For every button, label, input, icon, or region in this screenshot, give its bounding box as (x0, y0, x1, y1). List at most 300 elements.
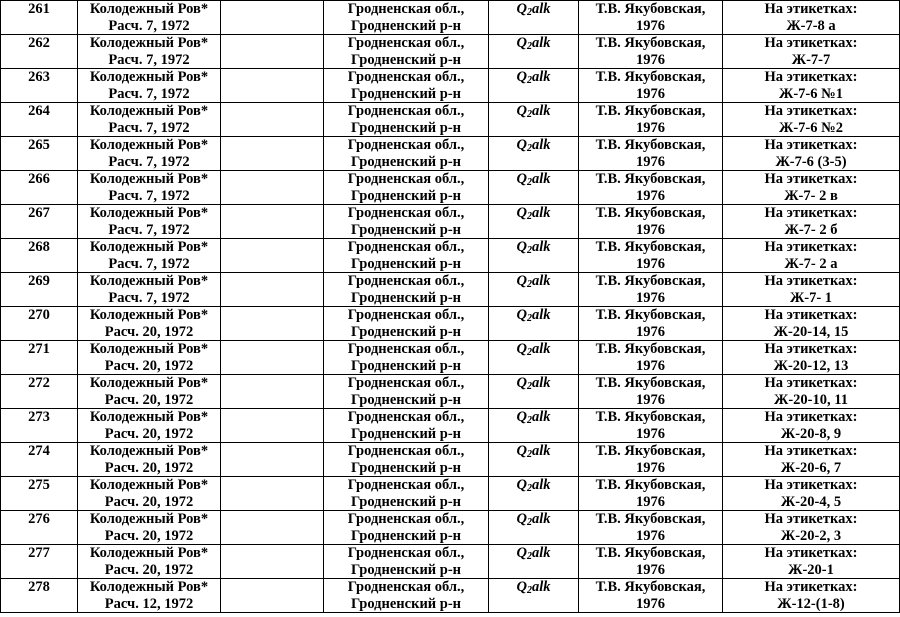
empty-cell (221, 69, 324, 103)
label-value: Ж-20-1 (788, 561, 834, 578)
stratigraphy-cell (489, 341, 579, 375)
collector-cell (579, 205, 723, 239)
stratigraphy-cell (489, 137, 579, 171)
stratigraphy-cell (489, 409, 579, 443)
section-ref: Расч. 7, 1972 (108, 119, 190, 136)
collector-name: Т.В. Якубовская, (595, 341, 706, 357)
label-value: Ж-20-2, 3 (780, 527, 842, 544)
locality-cell (78, 69, 221, 103)
label-cell (723, 1, 900, 35)
strat-main: Q (516, 409, 527, 425)
admin-region-cell (324, 1, 489, 35)
stratigraphy-cell (489, 511, 579, 545)
strat-main: Q (516, 545, 527, 561)
label-cell (723, 341, 900, 375)
admin-region-cell (324, 35, 489, 69)
catalog-number: 261 (28, 1, 50, 17)
section-ref: Расч. 20, 1972 (104, 459, 194, 476)
region-name: Гродненская обл., (347, 69, 465, 85)
catalog-number-cell (1, 69, 78, 103)
admin-region-cell (324, 579, 489, 613)
admin-region-cell (324, 307, 489, 341)
strat-main: Q (516, 205, 527, 221)
label-cell (723, 239, 900, 273)
label-cell (723, 307, 900, 341)
strat-sub: 2 (526, 483, 532, 494)
admin-region-cell (324, 443, 489, 477)
label-title: На этикетках: (764, 511, 858, 527)
locality-cell (78, 171, 221, 205)
label-cell (723, 103, 900, 137)
table-row (1, 273, 900, 307)
locality-name: Колодежный Ров* (89, 375, 209, 391)
collection-year: 1976 (636, 357, 665, 374)
admin-region-cell (324, 341, 489, 375)
strat-sub: 2 (526, 109, 532, 120)
table-row (1, 205, 900, 239)
catalog-number: 274 (28, 443, 50, 459)
label-cell (723, 579, 900, 613)
label-title: На этикетках: (764, 477, 858, 493)
admin-region-cell (324, 239, 489, 273)
strat-tail: alk (531, 1, 551, 17)
catalog-number-cell (1, 35, 78, 69)
label-value: Ж-20-14, 15 (773, 323, 849, 340)
locality-cell (78, 341, 221, 375)
locality-name: Колодежный Ров* (89, 35, 209, 51)
locality-cell (78, 545, 221, 579)
strat-tail: alk (531, 375, 551, 391)
region-name: Гродненская обл., (347, 273, 465, 289)
collector-name: Т.В. Якубовская, (595, 137, 706, 153)
table-row (1, 307, 900, 341)
collection-year: 1976 (636, 51, 665, 68)
collector-cell (579, 409, 723, 443)
section-ref: Расч. 20, 1972 (104, 561, 194, 578)
label-value: Ж-7- 1 (789, 289, 833, 306)
empty-cell (221, 579, 324, 613)
section-ref: Расч. 12, 1972 (104, 595, 194, 612)
locality-name: Колодежный Ров* (89, 103, 209, 119)
catalog-number: 263 (28, 69, 50, 85)
collection-year: 1976 (636, 255, 665, 272)
empty-cell (221, 545, 324, 579)
district-name: Гродненский р-н (350, 493, 462, 510)
strat-sub: 2 (526, 41, 532, 52)
district-name: Гродненский р-н (350, 357, 462, 374)
collector-name: Т.В. Якубовская, (595, 273, 706, 289)
district-name: Гродненский р-н (350, 17, 462, 34)
section-ref: Расч. 20, 1972 (104, 357, 194, 374)
strat-main: Q (516, 171, 527, 187)
collector-name: Т.В. Якубовская, (595, 579, 706, 595)
table-row (1, 69, 900, 103)
table-row (1, 545, 900, 579)
locality-cell (78, 443, 221, 477)
strat-tail: alk (531, 307, 551, 323)
table-row (1, 477, 900, 511)
locality-cell (78, 137, 221, 171)
strat-main: Q (516, 35, 527, 51)
section-ref: Расч. 20, 1972 (104, 527, 194, 544)
label-cell (723, 273, 900, 307)
catalog-number-cell (1, 409, 78, 443)
locality-name: Колодежный Ров* (89, 171, 209, 187)
collection-year: 1976 (636, 221, 665, 238)
admin-region-cell (324, 409, 489, 443)
table-row (1, 511, 900, 545)
district-name: Гродненский р-н (350, 425, 462, 442)
locality-name: Колодежный Ров* (89, 341, 209, 357)
catalog-number: 264 (28, 103, 50, 119)
label-title: На этикетках: (764, 137, 858, 153)
empty-cell (221, 35, 324, 69)
collector-cell (579, 341, 723, 375)
collector-cell (579, 579, 723, 613)
strat-sub: 2 (526, 245, 532, 256)
locality-cell (78, 273, 221, 307)
label-title: На этикетках: (764, 545, 858, 561)
label-cell (723, 137, 900, 171)
label-title: На этикетках: (764, 35, 858, 51)
strat-sub: 2 (526, 279, 532, 290)
label-cell (723, 375, 900, 409)
region-name: Гродненская обл., (347, 341, 465, 357)
label-cell (723, 35, 900, 69)
locality-cell (78, 205, 221, 239)
locality-name: Колодежный Ров* (89, 273, 209, 289)
admin-region-cell (324, 477, 489, 511)
empty-cell (221, 1, 324, 35)
label-value: Ж-7-6 (3-5) (775, 153, 847, 170)
stratigraphy-cell (489, 1, 579, 35)
stratigraphy-cell (489, 273, 579, 307)
locality-name: Колодежный Ров* (89, 205, 209, 221)
catalog-rows (1, 1, 900, 613)
strat-main: Q (516, 307, 527, 323)
district-name: Гродненский р-н (350, 561, 462, 578)
catalog-number: 272 (28, 375, 50, 391)
strat-tail: alk (531, 171, 551, 187)
collector-name: Т.В. Якубовская, (595, 443, 706, 459)
region-name: Гродненская обл., (347, 239, 465, 255)
collector-cell (579, 35, 723, 69)
label-value: Ж-7- 2 а (784, 255, 838, 272)
label-title: На этикетках: (764, 205, 858, 221)
district-name: Гродненский р-н (350, 391, 462, 408)
catalog-number: 268 (28, 239, 50, 255)
catalog-number-cell (1, 477, 78, 511)
section-ref: Расч. 7, 1972 (108, 255, 190, 272)
strat-tail: alk (531, 35, 551, 51)
stratigraphy-cell (489, 307, 579, 341)
collector-cell (579, 307, 723, 341)
label-value: Ж-20-12, 13 (773, 357, 849, 374)
empty-cell (221, 239, 324, 273)
collector-name: Т.В. Якубовская, (595, 205, 706, 221)
strat-sub: 2 (526, 585, 532, 596)
collector-cell (579, 545, 723, 579)
catalog-number: 275 (28, 477, 50, 493)
label-value: Ж-7-8 а (786, 17, 836, 34)
stratigraphy-cell (489, 545, 579, 579)
section-ref: Расч. 7, 1972 (108, 187, 190, 204)
district-name: Гродненский р-н (350, 153, 462, 170)
collector-name: Т.В. Якубовская, (595, 375, 706, 391)
strat-sub: 2 (526, 313, 532, 324)
collector-name: Т.В. Якубовская, (595, 103, 706, 119)
collector-cell (579, 511, 723, 545)
strat-sub: 2 (526, 449, 532, 460)
strat-main: Q (516, 511, 527, 527)
catalog-number: 270 (28, 307, 50, 323)
stratigraphy-cell (489, 69, 579, 103)
collector-cell (579, 375, 723, 409)
label-cell (723, 511, 900, 545)
empty-cell (221, 171, 324, 205)
locality-cell (78, 511, 221, 545)
strat-tail: alk (531, 273, 551, 289)
collection-year: 1976 (636, 289, 665, 306)
section-ref: Расч. 20, 1972 (104, 323, 194, 340)
stratigraphy-cell (489, 579, 579, 613)
table-row (1, 443, 900, 477)
locality-cell (78, 1, 221, 35)
district-name: Гродненский р-н (350, 221, 462, 238)
strat-tail: alk (531, 205, 551, 221)
district-name: Гродненский р-н (350, 289, 462, 306)
locality-name: Колодежный Ров* (89, 477, 209, 493)
admin-region-cell (324, 545, 489, 579)
table-row (1, 375, 900, 409)
collector-cell (579, 103, 723, 137)
catalog-number-cell (1, 341, 78, 375)
table-row (1, 341, 900, 375)
stratigraphy-cell (489, 375, 579, 409)
label-value: Ж-7-6 №1 (779, 85, 843, 102)
label-cell (723, 171, 900, 205)
empty-cell (221, 341, 324, 375)
stratigraphy-cell (489, 205, 579, 239)
catalog-number: 267 (28, 205, 50, 221)
collector-name: Т.В. Якубовская, (595, 35, 706, 51)
strat-main: Q (516, 579, 527, 595)
collector-name: Т.В. Якубовская, (595, 307, 706, 323)
label-value: Ж-7-6 №2 (779, 119, 843, 136)
catalog-number-cell (1, 205, 78, 239)
strat-main: Q (516, 341, 527, 357)
collector-name: Т.В. Якубовская, (595, 239, 706, 255)
empty-cell (221, 137, 324, 171)
region-name: Гродненская обл., (347, 103, 465, 119)
catalog-number: 265 (28, 137, 50, 153)
empty-cell (221, 443, 324, 477)
catalog-number: 262 (28, 35, 50, 51)
collection-year: 1976 (636, 527, 665, 544)
catalog-number-cell (1, 239, 78, 273)
label-title: На этикетках: (764, 103, 858, 119)
locality-name: Колодежный Ров* (89, 137, 209, 153)
strat-sub: 2 (526, 143, 532, 154)
catalog-number: 266 (28, 171, 50, 187)
label-value: Ж-7-7 (791, 51, 831, 68)
collection-year: 1976 (636, 153, 665, 170)
collector-cell (579, 273, 723, 307)
catalog-number-cell (1, 103, 78, 137)
collection-year: 1976 (636, 323, 665, 340)
strat-sub: 2 (526, 415, 532, 426)
table-row (1, 137, 900, 171)
section-ref: Расч. 7, 1972 (108, 153, 190, 170)
catalog-number-cell (1, 375, 78, 409)
table-row (1, 103, 900, 137)
strat-main: Q (516, 1, 527, 17)
strat-main: Q (516, 239, 527, 255)
strat-main: Q (516, 69, 527, 85)
collector-name: Т.В. Якубовская, (595, 477, 706, 493)
locality-name: Колодежный Ров* (89, 409, 209, 425)
strat-tail: alk (531, 239, 551, 255)
district-name: Гродненский р-н (350, 51, 462, 68)
locality-cell (78, 477, 221, 511)
strat-tail: alk (531, 545, 551, 561)
strat-tail: alk (531, 103, 551, 119)
collection-year: 1976 (636, 85, 665, 102)
locality-name: Колодежный Ров* (89, 545, 209, 561)
region-name: Гродненская обл., (347, 171, 465, 187)
strat-tail: alk (531, 443, 551, 459)
district-name: Гродненский р-н (350, 255, 462, 272)
admin-region-cell (324, 69, 489, 103)
district-name: Гродненский р-н (350, 595, 462, 612)
admin-region-cell (324, 375, 489, 409)
label-value: Ж-20-10, 11 (774, 391, 848, 408)
admin-region-cell (324, 171, 489, 205)
region-name: Гродненская обл., (347, 307, 465, 323)
strat-main: Q (516, 273, 527, 289)
district-name: Гродненский р-н (350, 119, 462, 136)
locality-cell (78, 103, 221, 137)
district-name: Гродненский р-н (350, 85, 462, 102)
label-title: На этикетках: (764, 341, 858, 357)
collector-cell (579, 1, 723, 35)
table-row (1, 35, 900, 69)
label-value: Ж-12-(1-8) (777, 595, 845, 612)
empty-cell (221, 477, 324, 511)
section-ref: Расч. 20, 1972 (104, 493, 194, 510)
collector-cell (579, 239, 723, 273)
label-value: Ж-7- 2 в (784, 187, 838, 204)
collector-name: Т.В. Якубовская, (595, 545, 706, 561)
locality-name: Колодежный Ров* (89, 511, 209, 527)
label-value: Ж-7- 2 б (784, 221, 838, 238)
section-ref: Расч. 7, 1972 (108, 289, 190, 306)
stratigraphy-cell (489, 477, 579, 511)
region-name: Гродненская обл., (347, 443, 465, 459)
district-name: Гродненский р-н (350, 323, 462, 340)
collection-year: 1976 (636, 595, 665, 612)
locality-cell (78, 307, 221, 341)
locality-cell (78, 579, 221, 613)
catalog-number-cell (1, 579, 78, 613)
label-title: На этикетках: (764, 239, 858, 255)
region-name: Гродненская обл., (347, 477, 465, 493)
strat-main: Q (516, 477, 527, 493)
strat-tail: alk (531, 69, 551, 85)
strat-tail: alk (531, 137, 551, 153)
collector-cell (579, 69, 723, 103)
collector-name: Т.В. Якубовская, (595, 409, 706, 425)
label-title: На этикетках: (764, 443, 858, 459)
section-ref: Расч. 20, 1972 (104, 425, 194, 442)
strat-main: Q (516, 137, 527, 153)
collector-cell (579, 171, 723, 205)
collector-cell (579, 477, 723, 511)
collection-year: 1976 (636, 425, 665, 442)
section-ref: Расч. 7, 1972 (108, 221, 190, 238)
collector-name: Т.В. Якубовская, (595, 69, 706, 85)
catalog-number: 271 (28, 341, 50, 357)
catalog-number: 273 (28, 409, 50, 425)
catalog-number-cell (1, 443, 78, 477)
collector-name: Т.В. Якубовская, (595, 1, 706, 17)
strat-main: Q (516, 103, 527, 119)
catalog-number-cell (1, 511, 78, 545)
locality-cell (78, 35, 221, 69)
label-value: Ж-20-6, 7 (780, 459, 842, 476)
label-cell (723, 205, 900, 239)
locality-name: Колодежный Ров* (89, 1, 209, 17)
label-title: На этикетках: (764, 69, 858, 85)
locality-name: Колодежный Ров* (89, 307, 209, 323)
label-cell (723, 409, 900, 443)
region-name: Гродненская обл., (347, 137, 465, 153)
label-cell (723, 545, 900, 579)
admin-region-cell (324, 511, 489, 545)
label-cell (723, 69, 900, 103)
collector-name: Т.В. Якубовская, (595, 511, 706, 527)
locality-name: Колодежный Ров* (89, 443, 209, 459)
collector-name: Т.В. Якубовская, (595, 171, 706, 187)
strat-tail: alk (531, 409, 551, 425)
table-row (1, 409, 900, 443)
district-name: Гродненский р-н (350, 459, 462, 476)
catalog-number-cell (1, 273, 78, 307)
region-name: Гродненская обл., (347, 205, 465, 221)
strat-sub: 2 (526, 517, 532, 528)
empty-cell (221, 511, 324, 545)
empty-cell (221, 307, 324, 341)
label-title: На этикетках: (764, 409, 858, 425)
collector-cell (579, 137, 723, 171)
label-value: Ж-20-4, 5 (780, 493, 842, 510)
stratigraphy-cell (489, 35, 579, 69)
empty-cell (221, 103, 324, 137)
section-ref: Расч. 20, 1972 (104, 391, 194, 408)
strat-sub: 2 (526, 177, 532, 188)
district-name: Гродненский р-н (350, 187, 462, 204)
empty-cell (221, 375, 324, 409)
strat-tail: alk (531, 341, 551, 357)
region-name: Гродненская обл., (347, 1, 465, 17)
stratigraphy-cell (489, 171, 579, 205)
region-name: Гродненская обл., (347, 511, 465, 527)
region-name: Гродненская обл., (347, 35, 465, 51)
label-title: На этикетках: (764, 307, 858, 323)
strat-sub: 2 (526, 551, 532, 562)
section-ref: Расч. 7, 1972 (108, 51, 190, 68)
catalog-number-cell (1, 307, 78, 341)
